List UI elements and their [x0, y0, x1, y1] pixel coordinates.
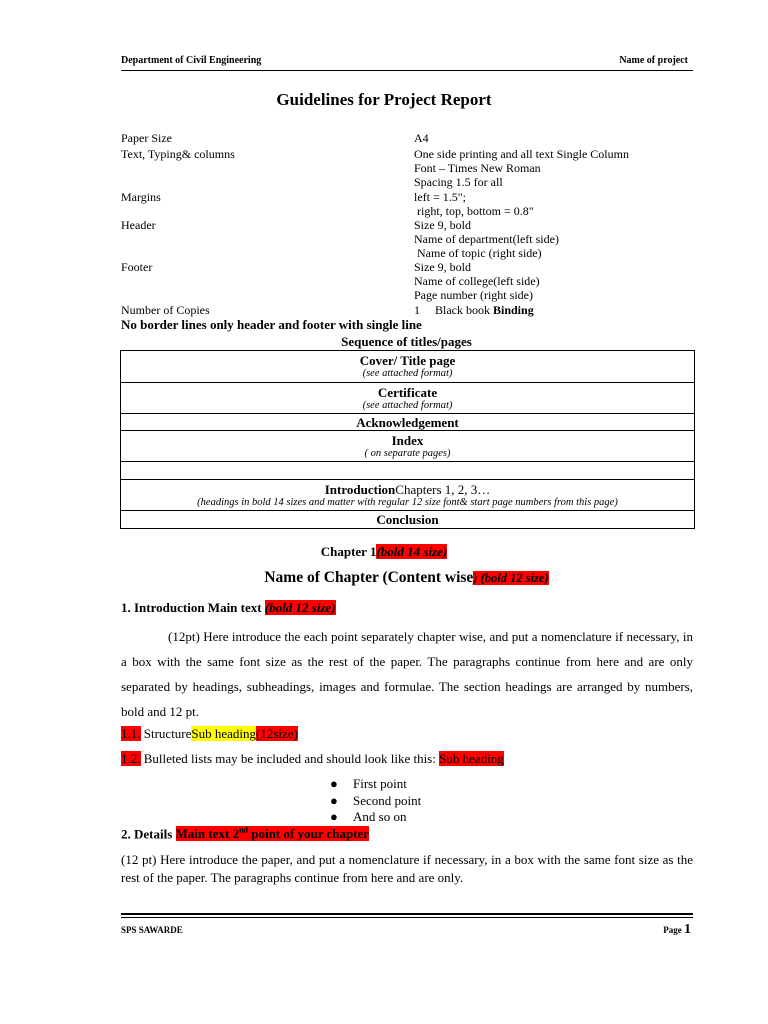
spec-value: A4 — [414, 131, 429, 145]
spec-footer — [121, 260, 693, 303]
section2-heading-text: 2. Details — [121, 826, 176, 842]
row-note: (headings in bold 14 sizes and matter with regular 12 size font& start page numbers from this page) — [197, 496, 618, 508]
spec-value-line: left = 1.5"; — [414, 190, 466, 204]
list-item-text: And so on — [353, 809, 407, 824]
bullet-list — [330, 776, 421, 826]
footer-rule — [121, 917, 693, 918]
table-row — [121, 351, 695, 383]
list-item — [330, 776, 421, 793]
bullet-icon: ● — [330, 776, 338, 791]
footer-page — [663, 922, 691, 938]
section1-paragraph: (12pt) Here introduce the each point separately chapter wise, and put a nomenclature if necessary, in a box with the same font size as the rest of the paper. The paragraphs continue from here and are only separated by headings, subheadings, images and formulae. The section headings are arranged by numbers, bold and 12 pt. — [121, 629, 693, 719]
page-header — [121, 54, 693, 71]
bullet-icon: ● — [330, 792, 338, 808]
list-item — [330, 793, 421, 810]
row-note: (see attached format) — [362, 399, 453, 411]
sequence-title: Sequence of titles/pages — [341, 334, 472, 349]
sub-highlight: Sub heading — [439, 751, 504, 766]
row-heading: Conclusion — [376, 512, 439, 527]
sub-text: Bulleted lists may be included and should look like this: — [140, 751, 440, 766]
spec-header — [121, 218, 693, 261]
spec-value — [414, 303, 534, 317]
section1-heading-note: (bold 12 size) — [264, 600, 336, 615]
header-project: Name of project — [619, 55, 688, 66]
spec-label: Paper Size — [121, 131, 172, 145]
page-footer — [121, 922, 693, 940]
header-rule — [121, 70, 693, 71]
page-label: Page — [663, 925, 684, 935]
footer-college: SPS SAWARDE — [121, 925, 183, 935]
table-row — [121, 480, 695, 511]
spec-value-line: One side printing and all text Single Column — [414, 147, 629, 161]
spec-text — [121, 147, 693, 190]
section2-paragraph: (12 pt) Here introduce the paper, and put a nomenclature if necessary, in a box with the same font size as the rest of the paper. The paragraphs continue from here and are only. — [121, 852, 693, 885]
chapter-name — [0, 569, 768, 587]
subheading-1-2 — [121, 751, 504, 767]
list-item-text: First point — [353, 776, 407, 791]
table-row — [121, 431, 695, 462]
section2-heading — [121, 826, 369, 842]
section1-heading — [121, 600, 336, 616]
row-heading — [121, 482, 694, 497]
spec-label: Margins — [121, 190, 161, 204]
chapter-label — [0, 544, 768, 560]
border-note: No border lines only header and footer with single line — [121, 317, 422, 332]
footer-rule — [121, 913, 693, 915]
list-item — [330, 809, 421, 826]
spec-value-line: Size 9, bold — [414, 260, 471, 274]
row-heading: Acknowledgement — [356, 414, 459, 430]
row-note: (see attached format) — [362, 368, 453, 379]
row-note: ( on separate pages) — [364, 447, 451, 459]
table-row — [121, 511, 695, 529]
intro-chapters: Chapters 1, 2, 3… — [395, 481, 491, 497]
spec-label: Text, Typing& columns — [121, 147, 235, 161]
chapter-name-note: ) (bold 12 size) — [473, 571, 549, 585]
spec-value-line: Spacing 1.5 for all — [414, 175, 503, 190]
sub-highlight: Sub heading — [191, 726, 257, 741]
sub-num: 1.1. — [121, 726, 141, 741]
chapter-label-note: (bold 14 size) — [376, 544, 448, 559]
sub-text: Structure — [140, 726, 192, 741]
list-item-text: Second point — [353, 792, 422, 808]
spec-label: Number of Copies — [121, 303, 210, 317]
row-heading: Certificate — [377, 384, 438, 400]
spec-value-line: Page number (right side) — [414, 288, 533, 303]
subheading-1-1 — [121, 726, 298, 742]
row-heading: Cover/ Title page — [359, 353, 456, 368]
row-heading: Index — [391, 432, 424, 448]
spec-value-line: Name of topic (right side) — [414, 246, 542, 261]
spec-value-line: Name of college(left side) — [414, 274, 540, 289]
spec-value-line: Font – Times New Roman — [414, 161, 541, 176]
spec-label: Footer — [121, 260, 153, 274]
chapter-name-text: Name of Chapter (Content wise — [264, 569, 474, 586]
intro-bold: Introduction — [324, 481, 396, 497]
spec-paper-size — [121, 131, 693, 145]
section1-heading-text: 1. Introduction Main text — [121, 600, 265, 615]
table-row — [121, 462, 695, 480]
table-row — [121, 383, 695, 414]
hl-text: Main text 2 — [175, 826, 240, 842]
sequence-table — [120, 350, 695, 529]
spec-margins — [121, 190, 693, 219]
page-number: 1 — [684, 922, 691, 937]
sub-size: (12size) — [256, 726, 298, 741]
table-row — [121, 414, 695, 431]
chapter-label-text: Chapter 1 — [320, 544, 377, 559]
sub-num: 1.2. — [121, 751, 141, 766]
hl-text: point of your chapter — [247, 826, 370, 842]
hl-sup: nd — [239, 826, 248, 835]
bullet-icon: ● — [330, 809, 338, 824]
spec-copies — [121, 303, 693, 317]
spec-value-line: right, top, bottom = 0.8" — [414, 204, 534, 219]
page-title: Guidelines for Project Report — [276, 90, 492, 109]
spec-value-line: Name of department(left side) — [414, 232, 559, 247]
section2-heading-highlight — [176, 826, 370, 841]
spec-value-line: Size 9, bold — [414, 218, 471, 232]
copies-value: 1 Black book — [414, 303, 493, 317]
header-department: Department of Civil Engineering — [121, 55, 262, 66]
spec-label: Header — [121, 218, 156, 232]
copies-binding: Binding — [493, 303, 534, 317]
